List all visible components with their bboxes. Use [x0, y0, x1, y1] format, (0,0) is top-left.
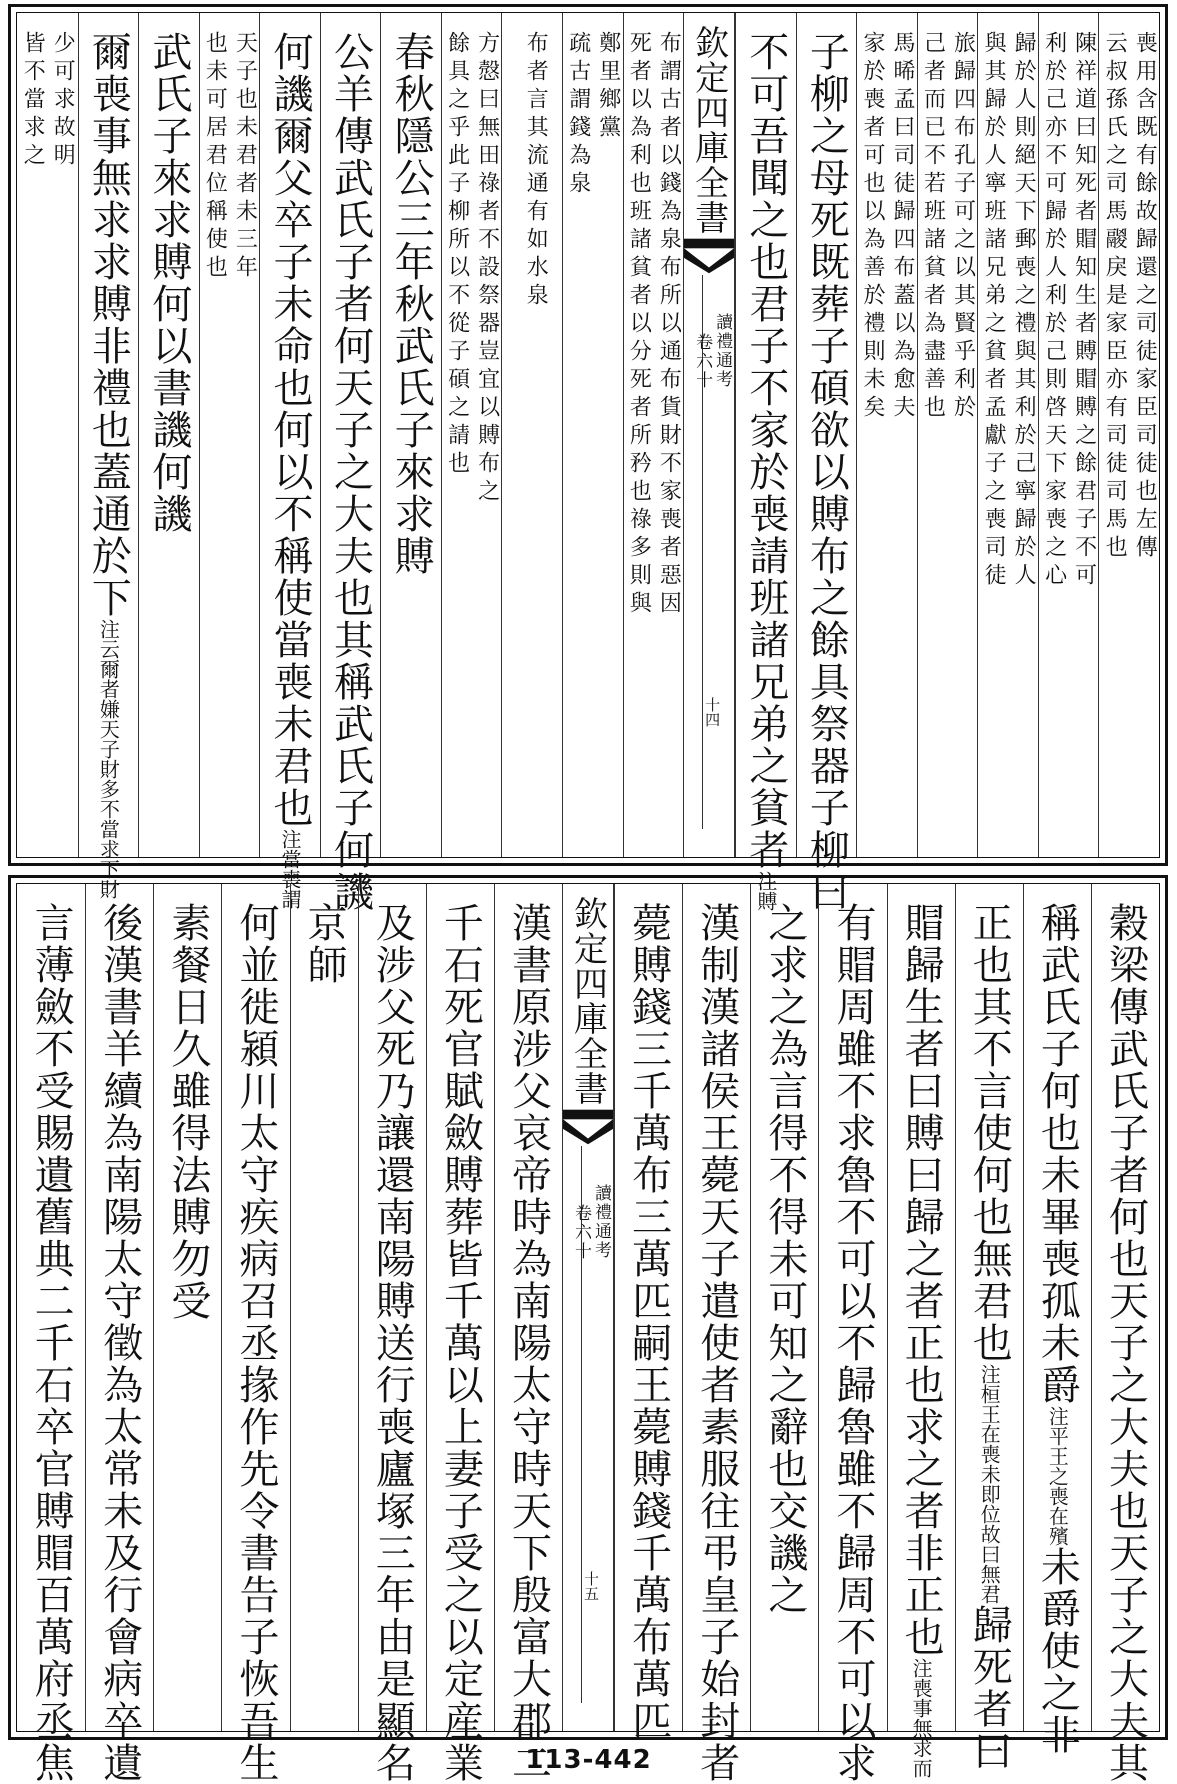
annotation-note: 注云爾者嫌天子財多不當求下財 [96, 619, 121, 899]
commentary-line: 方慤曰無田祿者不設祭器豈宜以賻布之 [474, 31, 500, 507]
main-text-line [94, 902, 146, 1784]
commentary-double-line [17, 31, 78, 841]
main-text-line [895, 902, 947, 1778]
right-column [917, 13, 978, 857]
left-column [85, 884, 153, 1784]
commentary-double-line [200, 31, 260, 841]
main-text: 千石死官賦斂賻葬皆千萬以上妻子受之以定産業 [437, 902, 484, 1784]
main-text: 爾喪事無求求賻非禮也蓋通於下 [85, 31, 132, 619]
commentary-line: 旅歸四布孔子可之以其賢乎利於 [950, 31, 976, 423]
section-title: 讀禮通考 [712, 313, 733, 389]
main-text-line [143, 31, 195, 535]
left-column [153, 884, 221, 1731]
left-column [501, 13, 562, 857]
left-column [441, 13, 502, 857]
main-text: 及涉父死乃讓還南陽賻送行喪廬塚三年由是顯名 [369, 902, 416, 1784]
commentary-line: 布謂古者以錢為泉布所以通布貨財不家喪者惡因 [656, 31, 682, 619]
main-text-line [759, 902, 811, 1616]
commentary-double-line [442, 31, 502, 841]
commentary-line: 喪用含既有餘故歸還之司徒家臣司徒也左傳 [1132, 31, 1158, 563]
main-text: 京師 [301, 902, 348, 986]
main-text-line [1031, 902, 1083, 1756]
commentary-double-line [1039, 31, 1099, 841]
main-text: 賵歸生者曰賻曰歸之者正也求之者非正也 [898, 902, 945, 1658]
right-column [1098, 13, 1159, 857]
commentary-line: 家於喪者可也以為善於禮則未矣 [859, 31, 885, 423]
commentary-line: 皆不當求之 [20, 31, 46, 171]
commentary-line: 歸於人則絕天下郵喪之禮與其利於己寧歸於人 [1011, 31, 1037, 591]
right-column [1038, 13, 1099, 857]
main-text: 有賵 [829, 902, 876, 986]
main-text: 素餐日久雖得法賻勿受 [164, 902, 211, 1322]
commentary-double-line [857, 31, 917, 841]
commentary-line: 馬晞孟曰司徒歸四布蓋以為愈夫 [889, 31, 915, 423]
right-column [1091, 884, 1159, 1784]
fish-tail-mark-icon [563, 1109, 613, 1145]
volume-label: 卷六十 [692, 333, 713, 390]
left-column [78, 13, 139, 899]
commentary-double-line [978, 31, 1038, 841]
main-text-line [1099, 902, 1151, 1784]
main-text-line [325, 31, 377, 913]
commentary-line: 己者而已不若班諸貧者為盡善也 [920, 31, 946, 423]
commentary-line: 布者言其流通有如水泉 [523, 31, 549, 311]
left-column [17, 884, 85, 1784]
right-column [682, 884, 750, 1784]
main-text-line [434, 902, 486, 1784]
book-title: 欽定四庫全書 [688, 25, 729, 235]
commentary-double-line [563, 31, 623, 841]
annotation-note: 注當喪謂 [277, 829, 302, 909]
commentary-double-line [624, 31, 684, 841]
commentary-line: 鄭里鄉黨 [595, 31, 621, 143]
volume-label: 卷六十 [571, 1204, 591, 1261]
annotation-note: 注平王之喪在殯 [1045, 1406, 1070, 1546]
main-text: 後漢書羊續為南陽太守徵為太常未及行會病卒遺 [96, 902, 143, 1784]
main-text: 穀梁傳武氏子者何也天子之大夫也天子之大夫其 [1102, 902, 1149, 1784]
left-column [259, 13, 320, 909]
commentary-line: 死者以為利也班諸貧者以分死者所矜也祿多則與 [626, 31, 652, 619]
commentary-line: 與其歸於人寧班諸兄弟之貧者孟獻子之喪司徒 [981, 31, 1007, 591]
main-text-line [740, 31, 792, 911]
commentary-double-line [918, 31, 978, 841]
annotation-note: 注桓王在喪未即位故曰無君 [977, 1364, 1002, 1604]
main-text: 不可吾聞之也君子不家於喪請班諸兄弟之貧者 [742, 31, 789, 871]
right-column [614, 884, 682, 1742]
footer-page-number: 113-442 [525, 1745, 652, 1775]
right-column [735, 13, 796, 911]
left-column [320, 13, 381, 913]
commentary-line: 天子也未君者未三年 [232, 31, 258, 283]
main-text-line [230, 902, 282, 1784]
book-title: 欽定四庫全書 [567, 896, 608, 1106]
top-page-frame [16, 12, 1160, 913]
right-column [750, 884, 818, 1731]
left-column [494, 884, 562, 1784]
commentary-line: 也未可居君位稱使也 [202, 31, 228, 283]
left-column [426, 884, 494, 1784]
top-columns [17, 13, 1159, 913]
main-text-tail: 未爵使之非 [1034, 1546, 1081, 1756]
main-text-line [298, 902, 350, 986]
main-text-line [385, 31, 437, 577]
commentary-line: 餘具之乎此子柳所以不從子碩之請也 [444, 31, 470, 479]
main-text-tail: 周雖不求魯不可以不歸魯雖不歸周不可以求 [829, 986, 876, 1784]
top-page [8, 4, 1168, 913]
left-column [290, 884, 358, 1731]
right-column [856, 13, 917, 857]
commentary-line: 利於己亦不可歸於人利於己則啓天下家喪之心 [1041, 31, 1067, 591]
commentary-line: 少可求故明 [50, 31, 76, 171]
main-text-line [502, 902, 554, 1784]
left-column [138, 13, 199, 857]
right-column [796, 13, 857, 913]
main-text: 何譏爾父卒子未命也何以不稱使當喪未君也 [266, 31, 313, 829]
annotation-note: 注喪事無求而 [909, 1658, 934, 1778]
main-text: 漢制漢諸侯王薨天子遣使者素服往弔皇子始封者 [693, 902, 740, 1784]
main-text-line [162, 902, 214, 1322]
right-column [955, 884, 1023, 1772]
commentary-line: 云叔孫氏之司馬鬷戾是家臣亦有司徒司馬也 [1102, 31, 1128, 563]
left-column [358, 884, 426, 1784]
right-column [818, 884, 886, 1784]
main-text-line [623, 902, 675, 1742]
main-text-line [691, 902, 743, 1784]
left-column [562, 13, 623, 857]
fish-tail-mark-icon [684, 238, 734, 274]
main-text: 何並徙潁川太守疾病召丞掾作先令書告子恢吾生 [232, 902, 279, 1784]
main-text: 武氏子來求賻何以書譏何譏 [145, 31, 192, 535]
main-text-line [25, 902, 77, 1784]
main-text: 之求之為言得不得未可知之辭也交譏之 [761, 902, 808, 1616]
main-text: 稱武氏子何也未畢喪孤未爵 [1034, 902, 1081, 1406]
main-text: 春秋隱公三年秋武氏子來求賻 [388, 31, 435, 577]
section-title: 讀禮通考 [591, 1184, 611, 1260]
main-text: 公羊傳武氏子者何天子之大夫也其稱武氏子何譏 [327, 31, 374, 913]
center-margin [562, 884, 614, 1731]
commentary-line: 陳祥道曰知死者賵知生者賻賵賻之餘君子不可 [1071, 31, 1097, 591]
main-text-tail: 歸死者曰 [966, 1604, 1013, 1772]
left-column [221, 884, 289, 1784]
annotation-note: 注賻 [753, 871, 778, 911]
left-column [380, 13, 441, 857]
main-text: 漢書原涉父哀帝時為南陽太守時天下殷富大郡二 [505, 902, 552, 1784]
main-text: 子柳之母死既葬子碩欲以賻布之餘具祭器子柳曰 [803, 31, 850, 913]
right-column [977, 13, 1038, 857]
commentary-line: 疏古謂錢為泉 [565, 31, 591, 199]
right-column [887, 884, 955, 1778]
right-column [1023, 884, 1091, 1756]
folio-number: 十五 [582, 1571, 600, 1601]
main-text-line [963, 902, 1015, 1772]
main-text: 薨賻錢三千萬布三萬匹嗣王薨賻錢千萬布萬匹 [625, 902, 672, 1742]
left-column [199, 13, 260, 857]
main-text-line [82, 31, 134, 899]
left-column [623, 13, 684, 857]
main-text-line [366, 902, 418, 1784]
center-margin [683, 13, 735, 857]
folio-number: 十四 [703, 697, 722, 727]
main-text: 言薄斂不受賜遺舊典二千石卒官賻賵百萬府丞焦 [28, 902, 75, 1784]
commentary-double-line [1099, 31, 1159, 841]
main-text: 正也其不言使何也無君也 [966, 902, 1013, 1364]
commentary-double-line [502, 31, 562, 841]
left-column [17, 13, 78, 857]
main-text-line [800, 31, 852, 913]
main-text-line [827, 902, 879, 1784]
main-text-line [264, 31, 316, 909]
